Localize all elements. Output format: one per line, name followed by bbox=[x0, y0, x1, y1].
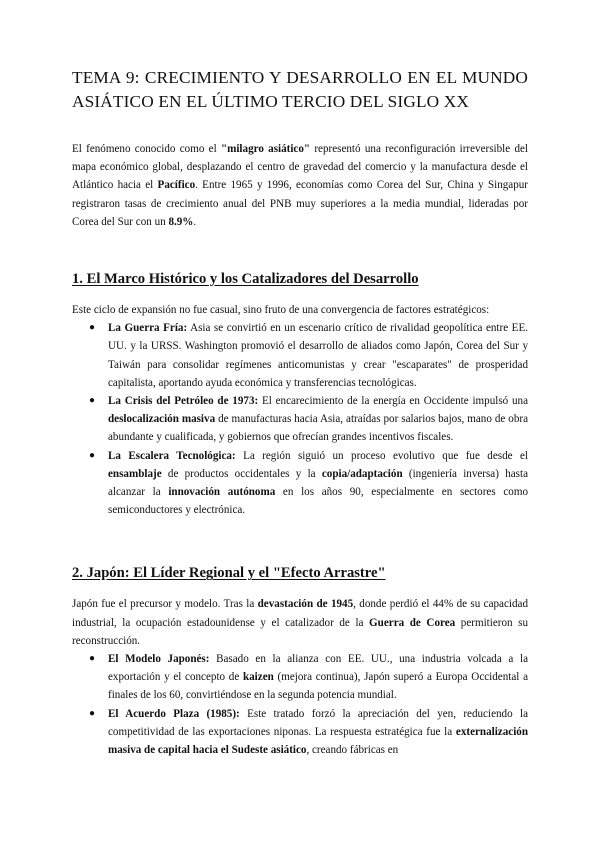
document-title: TEMA 9: CRECIMIENTO Y DESARROLLO EN EL MUNDO ASIÁTICO EN EL ÚLTIMO TERCIO DEL SIGLO XX bbox=[72, 68, 528, 111]
bold-text: El Acuerdo Plaza (1985): bbox=[108, 707, 240, 720]
bold-text: La Crisis del Petróleo de 1973: bbox=[108, 395, 259, 408]
bullet-icon: ● bbox=[89, 449, 96, 461]
bold-text: El Modelo Japonés: bbox=[108, 653, 210, 666]
bold-text: La Escalera Tecnológica: bbox=[108, 449, 236, 462]
bold-text: Pacífico bbox=[157, 179, 196, 192]
bullet-icon: ● bbox=[89, 653, 96, 665]
intro-paragraph: El fenómeno conocido como el "milagro asiático" representó una reconfiguración irreversible del mapa económico global, desplazando el centro de gravedad del comercio y la manufactura desde el Atlántico hacia el Pacífico. Entre 1965 y 1996, economías como Corea del Sur, China y Singapur registraron tasas de crecimiento anual del PNB muy superiores a la media mundial, lideradas por Corea del Sur con un 8.9%. bbox=[72, 143, 529, 228]
section-heading-2: 2. Japón: El Líder Regional y el "Efecto Arrastre" bbox=[72, 565, 386, 582]
bold-text: kaizen bbox=[242, 671, 274, 684]
bold-text: 8.9% bbox=[168, 215, 194, 228]
bold-text: Guerra de Corea bbox=[369, 616, 456, 629]
section-heading-1: 1. El Marco Histórico y los Catalizadores del Desarrollo bbox=[72, 271, 419, 288]
bold-text: innovación autónoma bbox=[168, 486, 276, 499]
bold-text: devastación de 1945 bbox=[257, 598, 354, 611]
bold-text: ensamblaje bbox=[108, 467, 162, 480]
bold-text: deslocalización masiva bbox=[108, 413, 216, 426]
bold-text: La Guerra Fría: bbox=[108, 322, 188, 335]
list-item: ● La Crisis del Petróleo de 1973: El encarecimiento de la energía en Occidente impulsó una deslocalización masiva de manufacturas hacia Asia, atraídas por salarios bajos, mano de obra abundante y cualificada, y gobiernos que ofrecían grandes incentivos fiscales. bbox=[108, 392, 528, 447]
section-2-lead: Japón fue el precursor y modelo. Tras la devastación de 1945, donde perdió el 44% de su capacidad industrial, la ocupación estadounidense y el catalizador de la Guerra de Corea permitieron su reconstrucción. bbox=[72, 598, 528, 647]
bold-text: copia/adaptación bbox=[321, 467, 403, 480]
list-item: ● El Modelo Japonés: Basado en la alianza con EE. UU., una industria volcada a la exportación y el concepto de kaizen (mejora continua), Japón superó a Europa Occidental a finales de los 60, convirtiéndose en la segunda potencia mundial. bbox=[108, 650, 528, 705]
bullet-icon: ● bbox=[89, 395, 96, 407]
bullet-icon: ● bbox=[89, 322, 96, 334]
list-item: ● La Guerra Fría: Asia se convirtió en un escenario crítico de rivalidad geopolítica entre EE. UU. y la URSS. Washington promovió el desarrollo de aliados como Japón, Corea del Sur y Taiwán para consolidar regímenes anticomunistas y crear "escaparates" de prosperidad capitalista, aportando ayuda económica y transferencias tecnológicas. bbox=[108, 319, 528, 392]
list-item: ● El Acuerdo Plaza (1985): Este tratado forzó la apreciación del yen, reduciendo la competitividad de las exportaciones niponas. La respuesta estratégica fue la externalización masiva de capital hacia el Sudeste asiático, creando fábricas en bbox=[108, 705, 528, 760]
section-2-list bbox=[72, 650, 528, 759]
section-1-list bbox=[72, 319, 528, 519]
bold-text: "milagro asiático" bbox=[220, 143, 311, 155]
list-item: ● La Escalera Tecnológica: La región siguió un proceso evolutivo que fue desde el ensamblaje de productos occidentales y la copia/adaptación (ingeniería inversa) hasta alcanzar la innovación autónoma en los años 90, especialmente en sectores como semiconductores y electrónica. bbox=[108, 447, 528, 520]
section-1-lead: Este ciclo de expansión no fue casual, sino fruto de una convergencia de factores estratégicos: bbox=[72, 304, 490, 317]
document-page bbox=[72, 66, 528, 759]
bold-text: externalización masiva de capital hacia el Sudeste asiático bbox=[108, 725, 528, 757]
bullet-icon: ● bbox=[89, 707, 96, 719]
